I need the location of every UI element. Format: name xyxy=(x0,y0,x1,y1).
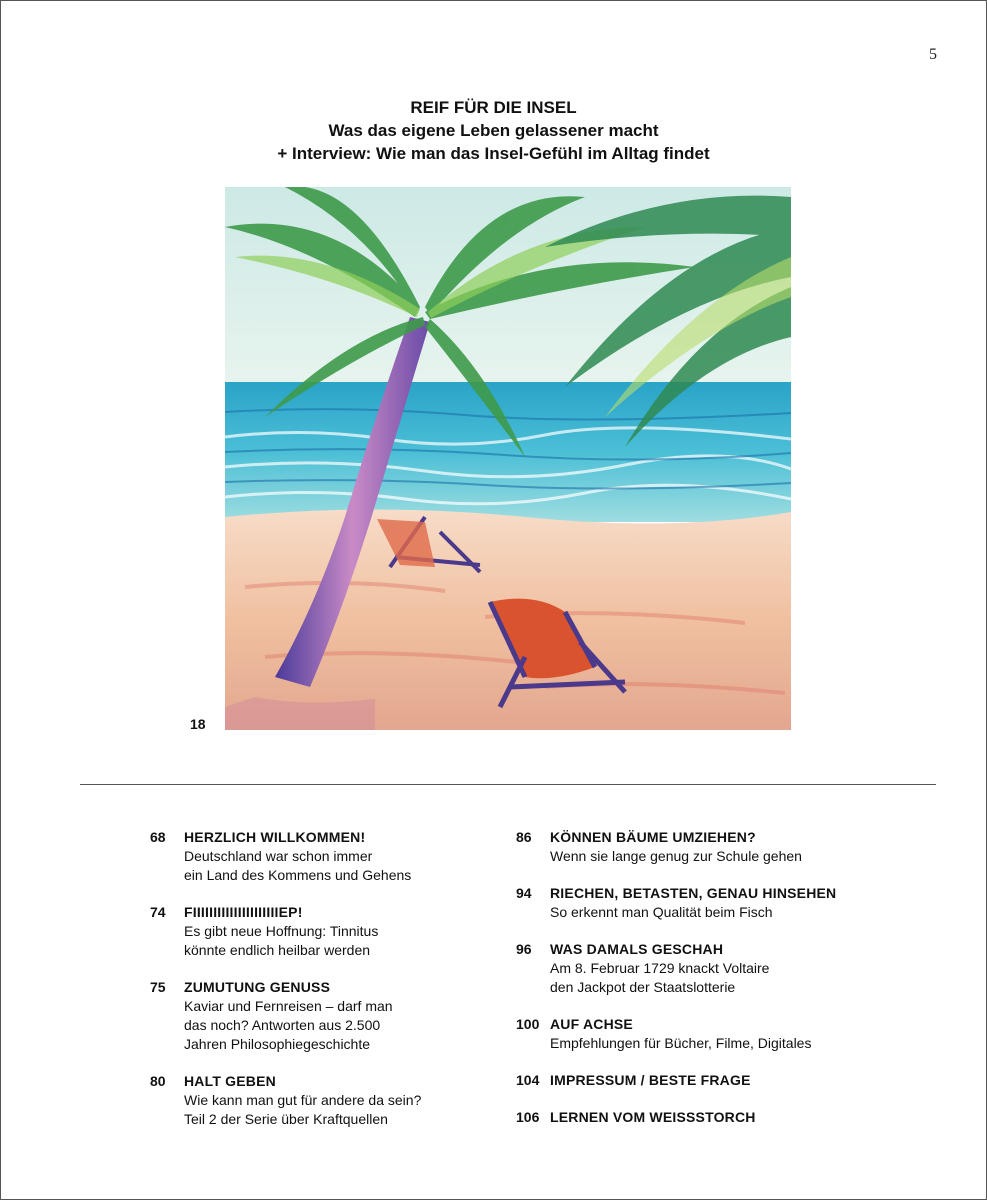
toc-entry[interactable] xyxy=(150,1072,530,1129)
toc-description: Kaviar und Fernreisen – darf man das noch? Antworten aus 2.500 Jahren Philosophiegeschichte xyxy=(184,998,393,1052)
toc-page-number: 68 xyxy=(150,829,166,845)
toc-title: HALT GEBEN xyxy=(184,1073,276,1089)
beach-palm-illustration[interactable] xyxy=(225,187,791,730)
divider xyxy=(80,784,936,785)
toc-page-number: 96 xyxy=(516,941,532,957)
toc-title: KÖNNEN BÄUME UMZIEHEN? xyxy=(550,829,756,845)
toc-entry[interactable] xyxy=(516,1015,896,1053)
toc-title: RIECHEN, BETASTEN, GENAU HINSEHEN xyxy=(550,885,837,901)
toc-page-number: 94 xyxy=(516,885,532,901)
toc-page-number: 104 xyxy=(516,1072,540,1088)
toc-page-number: 106 xyxy=(516,1109,540,1125)
toc-entry[interactable] xyxy=(516,940,896,997)
toc-page-number: 75 xyxy=(150,979,166,995)
toc-entry[interactable] xyxy=(150,978,530,1054)
toc-description: Deutschland war schon immer ein Land des Kommens und Gehens xyxy=(184,848,412,883)
toc-page-number: 100 xyxy=(516,1016,540,1032)
toc-title: ZUMUTUNG GENUSS xyxy=(184,979,331,995)
toc-description: Empfehlungen für Bücher, Filme, Digitales xyxy=(550,1035,812,1051)
toc-title: IMPRESSUM / BESTE FRAGE xyxy=(550,1072,751,1088)
toc-title: LERNEN VOM WEISSSTORCH xyxy=(550,1109,756,1125)
toc-entry[interactable] xyxy=(516,1108,896,1127)
toc-entry[interactable] xyxy=(150,903,530,960)
toc-description: Wenn sie lange genug zur Schule gehen xyxy=(550,848,802,864)
feature-heading[interactable] xyxy=(0,96,987,165)
toc-entry[interactable] xyxy=(516,884,896,922)
toc-title: WAS DAMALS GESCHAH xyxy=(550,941,724,957)
toc-description: Es gibt neue Hoffnung: Tinnitus könnte endlich heilbar werden xyxy=(184,923,379,958)
feature-subtitle: Was das eigene Leben gelassener macht xyxy=(328,121,659,140)
toc-page-number: 74 xyxy=(150,904,166,920)
page-number: 5 xyxy=(929,46,937,63)
toc-page-number: 86 xyxy=(516,829,532,845)
feature-page-number: 18 xyxy=(190,716,206,732)
toc-description: Am 8. Februar 1729 knackt Voltaire den Jackpot der Staatslotterie xyxy=(550,960,770,995)
toc-title: HERZLICH WILLKOMMEN! xyxy=(184,829,366,845)
feature-extra: + Interview: Wie man das Insel-Gefühl im Alltag findet xyxy=(277,144,710,163)
toc-entry[interactable] xyxy=(516,1071,896,1090)
toc-title: AUF ACHSE xyxy=(550,1016,633,1032)
toc-description: So erkennt man Qualität beim Fisch xyxy=(550,904,773,920)
toc-description: Wie kann man gut für andere da sein? Teil 2 der Serie über Kraftquellen xyxy=(184,1092,422,1127)
toc-title: FIIIIIIIIIIIIIIIIIIIIIEP! xyxy=(184,904,303,920)
toc-entry[interactable] xyxy=(150,828,530,885)
toc-right-column xyxy=(516,828,896,1145)
toc-entry[interactable] xyxy=(516,828,896,866)
toc-page-number: 80 xyxy=(150,1073,166,1089)
toc-left-column xyxy=(150,828,530,1129)
feature-title: REIF FÜR DIE INSEL xyxy=(410,98,577,117)
